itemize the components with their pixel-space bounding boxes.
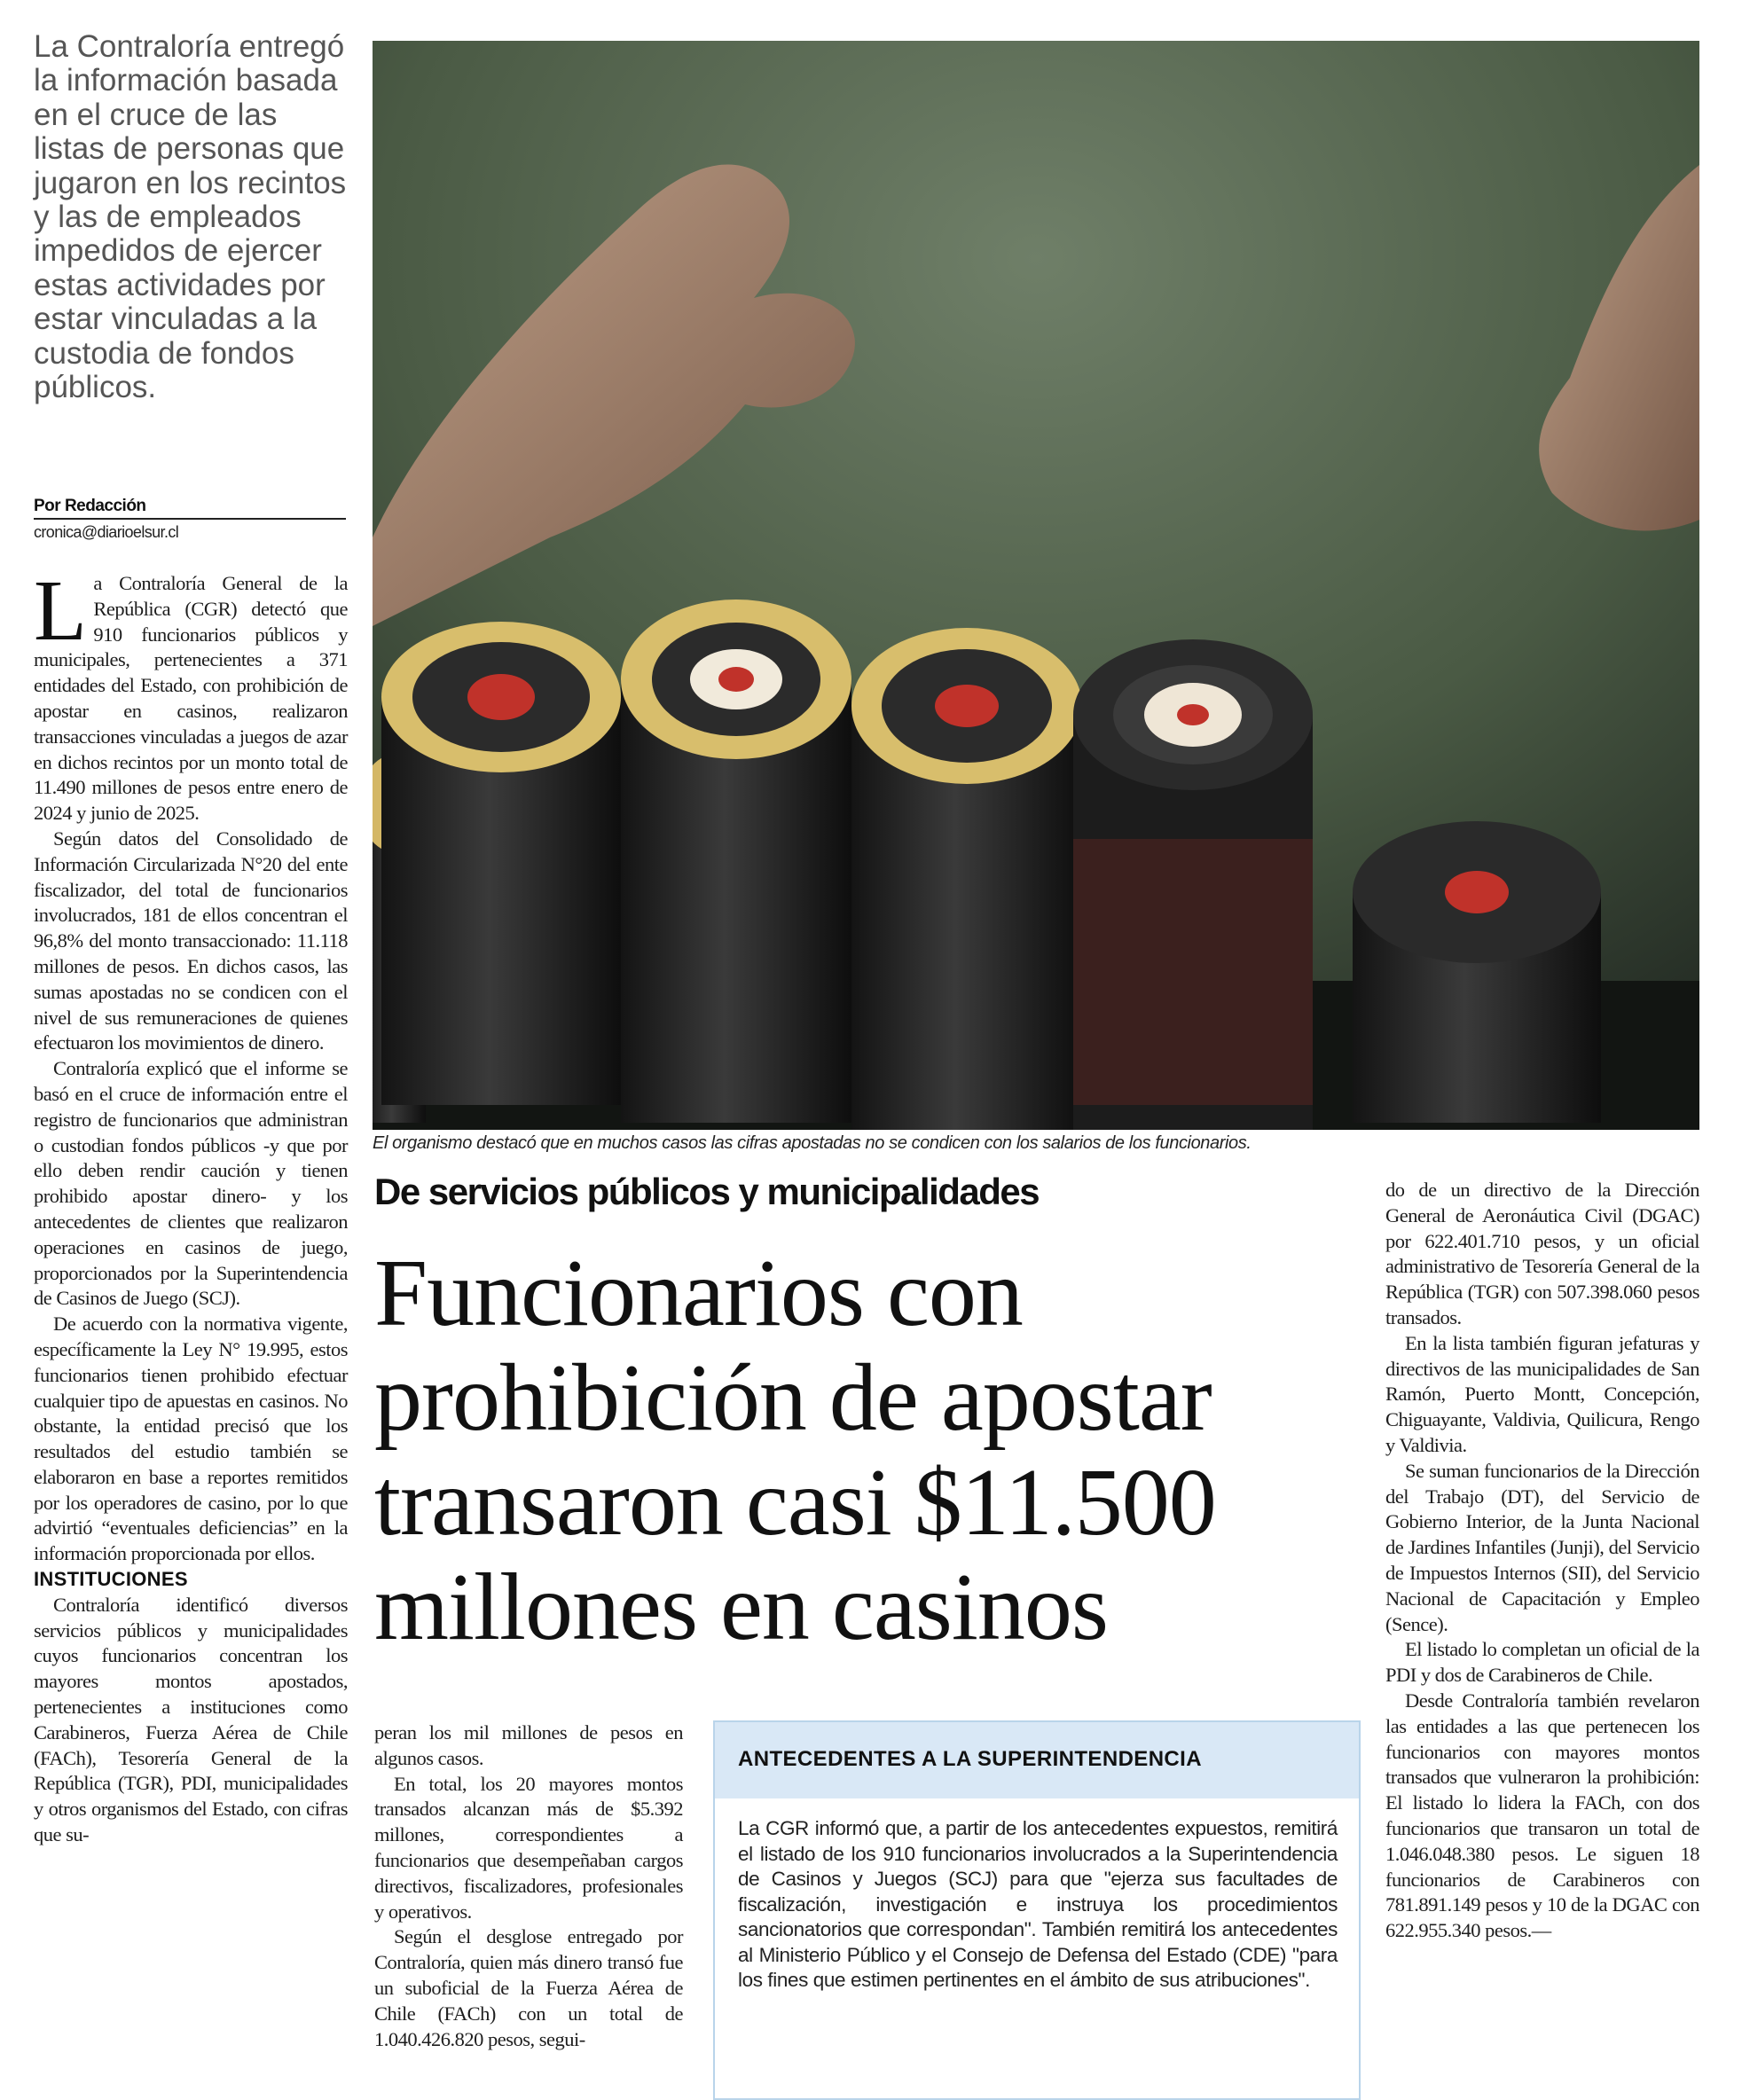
- paragraph-lead: [34, 563, 348, 827]
- byline-author: Por Redacción: [34, 497, 146, 515]
- paragraph: Según datos del Consolidado de Información Circularizada N°20 del ente fiscalizador, del total de funcionarios involucrados, 181 de ellos concentran el 96,8% del monto transaccionado: 11.118 millones de pesos. En dichos casos, las sumas apostadas no se condicen con el nivel de sus remuneraciones de quienes efectuaron los movimientos de dinero.: [34, 827, 348, 1054]
- paragraph: El listado lo completan un oficial de la PDI y dos de Carabineros de Chile.: [1385, 1638, 1699, 1687]
- byline-email[interactable]: cronica@diarioelsur.cl: [34, 523, 179, 541]
- sidebar-title: ANTECEDENTES A LA SUPERINTENDENCIA: [738, 1747, 1202, 1771]
- drop-cap: L: [34, 563, 87, 659]
- paragraph: Se suman funcionarios de la Dirección del Trabajo (DT), del Servicio de Gobierno Interior, de la Junta Nacional de Jardines Infantiles (Junji), del Servicio de Impuestos Internos (SII), del Servicio Nacional de Capacitación y Empleo (Sence).: [1385, 1459, 1699, 1635]
- paragraph: Desde Contraloría también revelaron las entidades a las que pertenecen los funcionarios con mayores montos transados que vulneraron la prohibición: El listado lo lidera la FACh, con dos funcionarios que transaron un total de 1.046.048.380 pesos. Le siguen 18 funcionarios de Carabineros con 781.891.149 pesos y 10 de la DGAC con 622.955.340 pesos.—: [1385, 1689, 1699, 1942]
- paragraph: do de un directivo de la Dirección General de Aeronáutica Civil (DGAC) por 622.401.710 pesos, y un oficial administrativo de Tesorería General de la República (TGR) con 507.398.060 pesos transados.: [1385, 1179, 1699, 1328]
- paragraph: Contraloría identificó diversos servicios públicos y municipalidades cuyos funcionarios concentran los mayores montos apostados, pertenecientes a instituciones como Carabineros, Fuerza Aérea de Chile (FACh), Tesorería General de la República (TGR), PDI, municipalidades y otros organismos del Estado, con cifras que su-: [34, 1593, 348, 1846]
- article-headline: Funcionarios con prohibición de apostar transaron casi $11.500 millones en casinos: [374, 1241, 1216, 1660]
- article-column-2: [374, 1720, 683, 2052]
- sidebar-body: La CGR informó que, a partir de los antecedentes expuestos, remitirá el listado de los 910 funcionarios involucrados a la Superintendencia de Casinos y Juegos (SCJ) para que "ejerza sus facultades de fiscalización, investigación e instruya los procedimientos sancionatorios que correspondan". También remitirá los antecedentes al Ministerio Público y el Consejo de Defensa del Estado (CDE) "para los fines que estimen pertinentes en el ámbito de sus atribuciones".: [738, 1817, 1338, 1991]
- article-column-3: [1385, 1178, 1699, 1944]
- paragraph: Según el desglose entregado por Contraloría, quien más dinero transó fue un suboficial de la Fuerza Aérea de Chile (FACh) con un total de 1.040.426.820 pesos, segui-: [374, 1925, 683, 2050]
- section-subhead: INSTITUCIONES: [34, 1568, 188, 1591]
- article-column-1: [34, 563, 348, 1848]
- paragraph: En la lista también figuran jefaturas y directivos de las municipalidades de San Ramón, Puerto Montt, Concepción, Chiguayante, Valdivia, Quilicura, Rengo y Valdivia.: [1385, 1331, 1699, 1456]
- paragraph: Contraloría explicó que el informe se basó en el cruce de información entre el registro de funcionarios que administran o custodian fondos públicos -y que por ello deben rendir caución y tienen prohibido apostar dinero- y los antecedentes de clientes que realizaron operaciones en casinos de juego, proporcionados por la Superintendencia de Casinos de Juego (SCJ).: [34, 1057, 348, 1310]
- byline-divider: [34, 518, 346, 520]
- paragraph: peran los mil millones de pesos en algunos casos.: [374, 1721, 683, 1769]
- paragraph-lead-text: a Contraloría General de la República (CGR) detectó que 910 funcionarios públicos y municipales, pertenecientes a 371 entidades del Estado, con prohibición de apostar en casinos, realizaron transacciones vinculadas a juegos de azar en dichos recintos por un monto total de 11.490 millones de pesos entre enero de 2024 y junio de 2025.: [34, 572, 348, 825]
- casino-chips-photo: [373, 41, 1699, 1130]
- photo-caption: El organismo destacó que en muchos casos las cifras apostadas no se condicen con los salarios de los funcionarios.: [373, 1133, 1252, 1153]
- headline-kicker: De servicios públicos y municipalidades: [374, 1171, 1040, 1212]
- paragraph: En total, los 20 mayores montos transados alcanzan más de $5.392 millones, correspondientes a funcionarios que desempeñaban cargos directivos, fiscalizadores, profesionales y operativos.: [374, 1772, 683, 1923]
- paragraph: De acuerdo con la normativa vigente, específicamente la Ley N° 19.995, estos funcionarios tienen prohibido efectuar cualquier tipo de apuestas en casinos. No obstante, la entidad precisó que los resultados del estudio también se elaboraron en base a reportes remitidos por los operadores de casino, por lo que advirtió “eventuales deficiencias” en la información proporcionada por ellos.: [34, 1312, 348, 1565]
- article-deck: La Contraloría entregó la información basada en el cruce de las listas de personas que jugaron en los recintos y las de empleados impedidos de ejercer estas actividades por estar vinculadas a la custodia de fondos públicos.: [34, 29, 347, 405]
